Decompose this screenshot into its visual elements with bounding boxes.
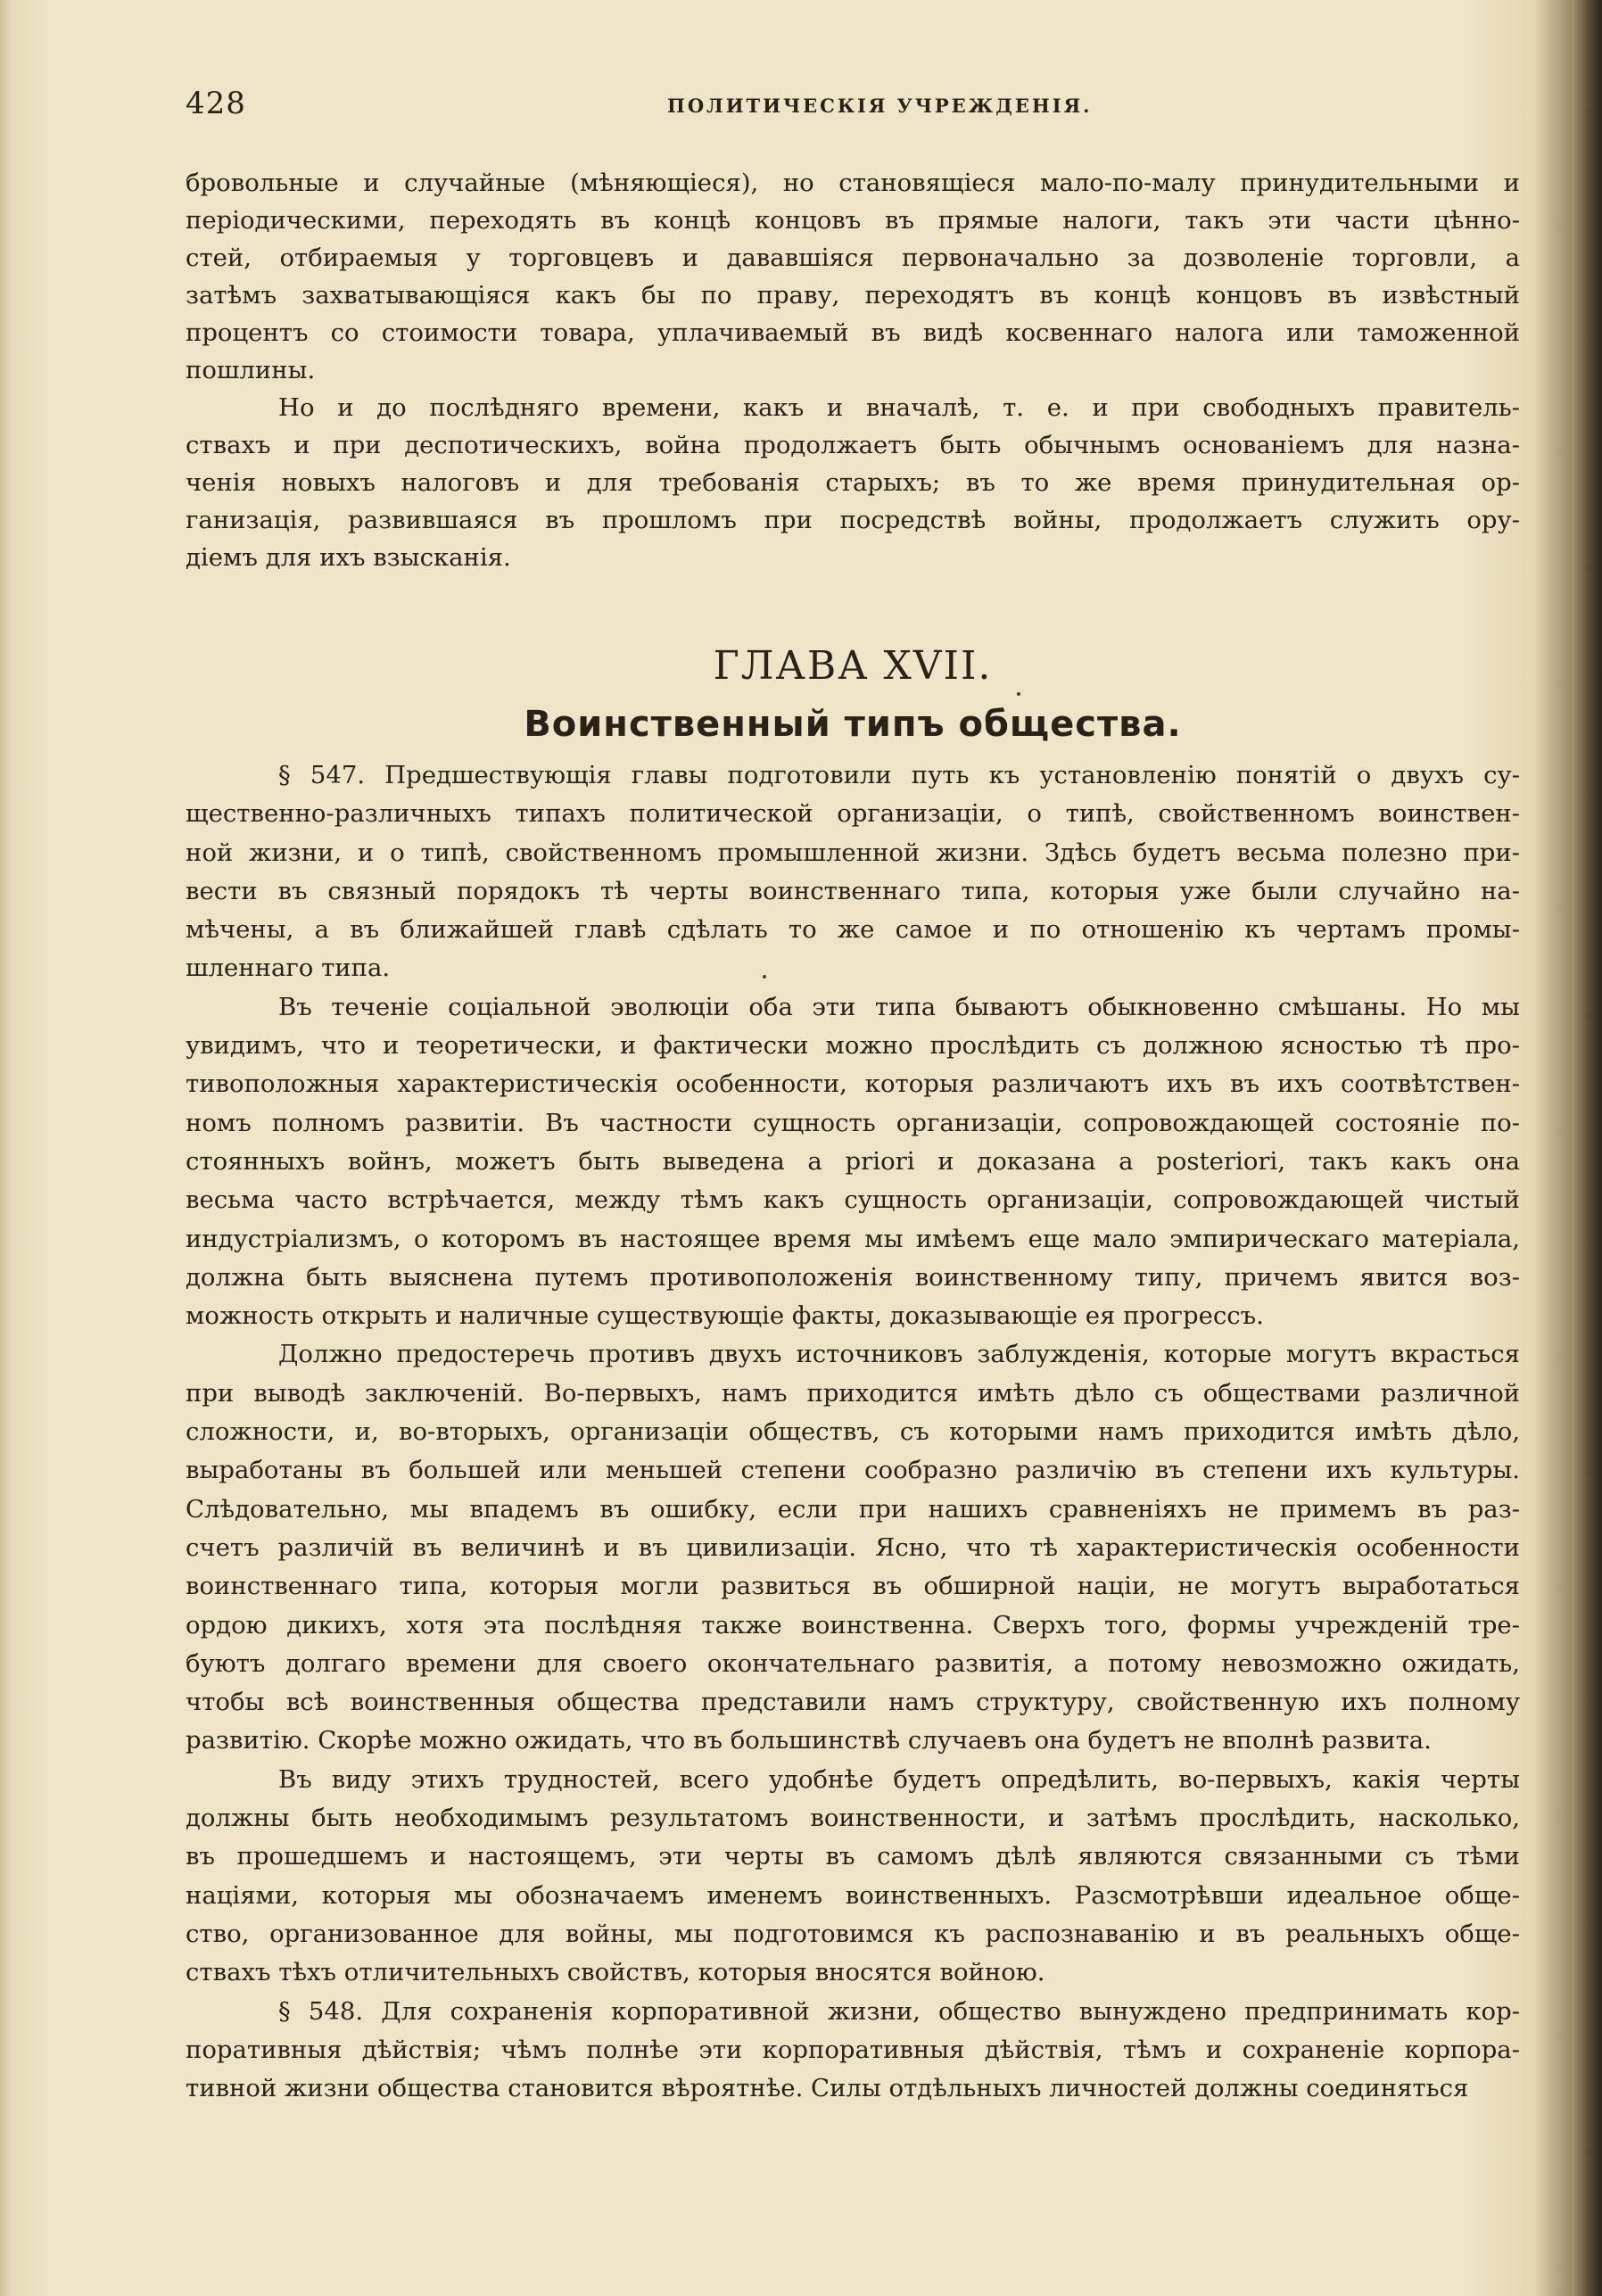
text-line: ство, организованное для войны, мы подготовимся къ распознаванію и въ реальныхъ обще- (186, 1919, 1520, 1948)
paragraph (186, 756, 1520, 988)
text-line: можность открыть и наличные существующіе факты, доказывающіе ея прогрессъ. (186, 1301, 1264, 1331)
text-line: счетъ различій въ величинѣ и въ цивилизаціи. Ясно, что тѣ характеристическія особенности (186, 1532, 1520, 1562)
continued-text (186, 164, 1520, 576)
text-line: Въ теченіе соціальной эволюціи оба эти типа бываютъ обыкновенно смѣшаны. Но мы (278, 992, 1520, 1021)
text-line: діемъ для ихъ взысканія. (186, 543, 511, 572)
text-line: шленнаго типа. (186, 954, 391, 983)
text-line: должны быть необходимымъ результатомъ воинственности, и затѣмъ прослѣдить, насколько, (186, 1804, 1520, 1833)
ink-speck (1017, 692, 1020, 696)
text-line: въ прошедшемъ и настоящемъ, эти черты въ самомъ дѣлѣ являются связанными съ тѣми (186, 1842, 1520, 1871)
text-line: процентъ со стоимости товара, уплачиваемый въ видѣ косвеннаго налога или таможенной (186, 318, 1520, 347)
text-line: при выводѣ заключеній. Во-первыхъ, намъ приходится имѣть дѣло съ обществами различной (186, 1378, 1520, 1408)
text-line: воинственнаго типа, которыя могли развиться въ обширной націи, не могутъ выработаться (186, 1572, 1520, 1601)
text-line: ганизація, развившаяся въ прошломъ при посредствѣ войны, продолжаетъ служить ору- (186, 506, 1520, 534)
text-line: Но и до послѣдняго времени, какъ и вначалѣ, т. е. и при свободныхъ правитель- (278, 393, 1520, 422)
text-line: сложности, и, во-вторыхъ, организаціи обществъ, съ которыми намъ приходится имѣть дѣло, (186, 1417, 1520, 1447)
text-line: § 547. Предшествующія главы подготовили путь къ установленію понятій о двухъ су- (278, 761, 1520, 789)
paragraph (186, 1335, 1520, 1760)
text-line: стей, отбираемыя у торговцевъ и дававшіяся первоначально за дозволеніе торговли, а (186, 244, 1520, 272)
text-line: щественно-различныхъ типахъ политической организаціи, о типѣ, свойственномъ воинствен- (186, 799, 1520, 829)
text-line: номъ полномъ развитіи. Въ частности сущность организаціи, сопровождающей состояніе по- (186, 1108, 1520, 1137)
text-line: поративныя дѣйствія; чѣмъ полнѣе эти корпоративныя дѣйствія, тѣмъ и сохраненіе корпора- (186, 2035, 1520, 2064)
running-head: ПОЛИТИЧЕСКІЯ УЧРЕЖДЕНІЯ. (667, 95, 1093, 117)
text-line: періодическими, переходять въ концѣ концовъ въ прямые налоги, такъ эти части цѣнно- (186, 206, 1520, 235)
paragraph (186, 988, 1520, 1336)
text-line: тивоположныя характеристическія особенности, которыя различаютъ ихъ въ ихъ соотвѣтствен- (186, 1070, 1520, 1099)
text-line: бровольные и случайные (мѣняющіеся), но становящіеся мало-по-малу принудительными и (186, 169, 1520, 197)
chapter-heading (186, 640, 1520, 749)
text-line: вести въ связный порядокъ тѣ черты воинственнаго типа, которыя уже были случайно на- (186, 876, 1520, 905)
text-line: развитію. Скорѣе можно ожидать, что въ большинствѣ случаевъ она будетъ не вполнѣ развита. (186, 1726, 1432, 1755)
text-line: пошлины. (186, 356, 316, 384)
text-line: тивной жизни общества становится вѣроятнѣе. Силы отдѣльныхъ личностей должны соединяться (186, 2074, 1469, 2103)
chapter-body (186, 756, 1520, 2108)
text-line: Въ виду этихъ трудностей, всего удобнѣе будетъ опредѣлить, во-первыхъ, какія черты (278, 1764, 1520, 1794)
text-line: должна быть выяснена путемъ противоположенія воинственному типу, причемъ явится воз- (186, 1262, 1520, 1292)
text-line: буютъ долгаго времени для своего окончательнаго развитія, а потому невозможно ожидать, (186, 1648, 1520, 1678)
page-number: 428 (186, 86, 246, 121)
chapter-title: Воинственный типъ общества. (524, 704, 1182, 745)
chapter-number: ГЛАВА XVII. (713, 643, 993, 689)
text-line: ордою дикихъ, хотя эта послѣдняя также воинственна. Сверхъ того, формы учрежденій тре- (186, 1610, 1520, 1639)
text-line: индустріализмъ, о которомъ въ настоящее время мы имѣемъ еще мало эмпирическаго матеріала, (186, 1224, 1520, 1253)
text-line: ствахъ и при деспотическихъ, война продолжаетъ быть обычнымъ основаніемъ для назна- (186, 431, 1520, 459)
paragraph (186, 1761, 1520, 1993)
text-line: § 548. Для сохраненія корпоративной жизни, общество вынуждено предпринимать кор- (278, 1996, 1520, 2026)
text-line: Должно предостеречь противъ двухъ источниковъ заблужденія, которые могутъ вкрасться (278, 1340, 1520, 1369)
text-line: затѣмъ захватывающіяся какъ бы по праву, переходятъ въ концѣ концовъ въ извѣстный (186, 281, 1520, 310)
paragraph (186, 1993, 1520, 2109)
text-line: мѣчены, а въ ближайшей главѣ сдѣлать то же самое и по отношенію къ чертамъ промы- (186, 915, 1520, 945)
text-line: весьма часто встрѣчается, между тѣмъ какъ сущность организаціи, сопровождающей чистый (186, 1185, 1520, 1215)
text-line: Слѣдовательно, мы впадемъ въ ошибку, если при нашихъ сравненіяхъ не примемъ въ раз- (186, 1494, 1520, 1524)
text-line: ствахъ тѣхъ отличительныхъ свойствъ, которыя вносятся войною. (186, 1958, 1045, 1987)
text-line: чтобы всѣ воинственныя общества представили намъ структуру, свойственную ихъ полному (186, 1688, 1520, 1717)
text-line: націями, которыя мы обозначаемъ именемъ воинственныхъ. Разсмотрѣвши идеальное обще- (186, 1880, 1520, 1910)
page-header (186, 86, 1520, 130)
text-line: увидимъ, что и теоретически, и фактически можно прослѣдить съ должною ясностью тѣ про- (186, 1031, 1520, 1061)
text-line: ченія новыхъ налоговъ и для требованія старыхъ; въ то же время принудительная ор- (186, 468, 1520, 497)
ink-speck (763, 975, 766, 979)
book-spine-shadow (1572, 0, 1602, 2296)
text-line: ной жизни, и о типѣ, свойственномъ промышленной жизни. Здѣсь будетъ весьма полезно при- (186, 838, 1520, 867)
paragraph-continued (186, 164, 1520, 389)
text-line: стоянныхъ войнъ, можетъ быть выведена a priori и доказана a posteriori, такъ какъ она (186, 1146, 1520, 1176)
text-line: выработаны въ большей или меньшей степени сообразно различію въ степени ихъ культуры. (186, 1456, 1520, 1485)
paragraph-war-taxes (186, 389, 1520, 576)
